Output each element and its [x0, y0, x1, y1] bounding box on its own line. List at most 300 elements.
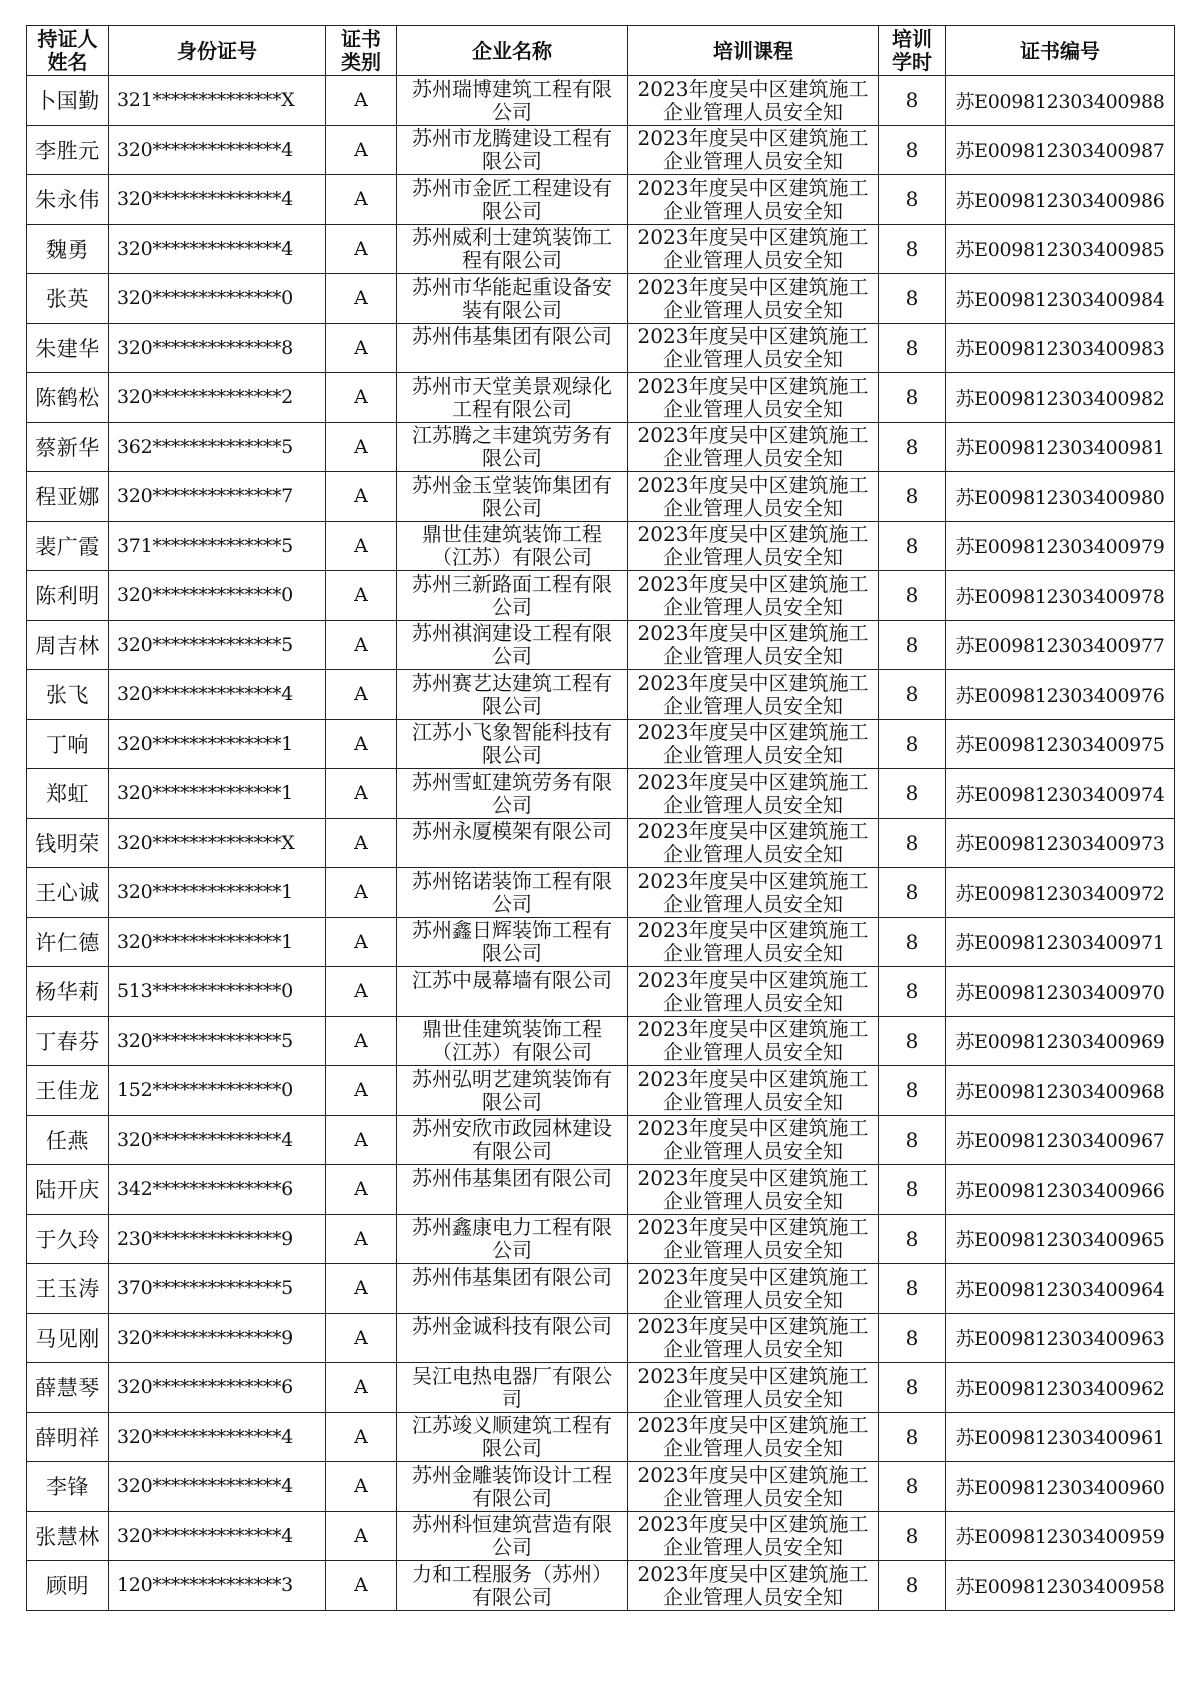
course-cell [628, 472, 879, 522]
hours-cell: 8 [879, 670, 946, 720]
course-cell [628, 1016, 879, 1066]
course-cell [628, 274, 879, 324]
cert-number-cell: 苏E009812303400976 [946, 670, 1175, 720]
cert-number-cell: 苏E009812303400971 [946, 917, 1175, 967]
cert-type-cell: A [326, 917, 397, 967]
company-cell-text: 江苏腾之丰建筑劳务有限公司 [412, 423, 612, 471]
cert-type-cell: A [326, 818, 397, 868]
company-cell-text: 苏州赛艺达建筑工程有限公司 [412, 670, 612, 718]
cert-type-cell: A [326, 1016, 397, 1066]
cert-number-cell: 苏E009812303400986 [946, 175, 1175, 225]
table-row [27, 719, 1175, 769]
hours-cell: 8 [879, 125, 946, 175]
company-cell-text: 江苏竣义顺建筑工程有限公司 [412, 1413, 612, 1461]
company-cell-text: 苏州金雕装饰设计工程有限公司 [412, 1462, 612, 1510]
id-number-cell: 320**************2 [109, 373, 326, 423]
course-cell [628, 967, 879, 1017]
company-cell [397, 1462, 628, 1512]
hours-cell: 8 [879, 175, 946, 225]
company-cell-text: 苏州安欣市政园林建设有限公司 [412, 1116, 612, 1164]
company-cell-text: 苏州市金匠工程建设有限公司 [412, 175, 612, 223]
cert-number-cell: 苏E009812303400961 [946, 1412, 1175, 1462]
hours-cell: 8 [879, 224, 946, 274]
hours-cell: 8 [879, 1214, 946, 1264]
company-cell-text: 苏州雪虹建筑劳务有限公司 [412, 769, 612, 817]
cert-number-cell: 苏E009812303400988 [946, 76, 1175, 126]
cert-type-cell: A [326, 1165, 397, 1215]
cert-type-cell: A [326, 1066, 397, 1116]
table-row [27, 521, 1175, 571]
course-cell-text: 2023年度吴中区建筑施工企业管理人员安全知 [637, 1165, 869, 1213]
hours-cell: 8 [879, 1264, 946, 1314]
id-number-cell: 152**************0 [109, 1066, 326, 1116]
course-cell [628, 323, 879, 373]
course-cell [628, 1264, 879, 1314]
course-cell [628, 373, 879, 423]
table-row [27, 224, 1175, 274]
holder-name-cell: 卜国勤 [27, 76, 109, 126]
company-cell-text: 苏州弘明艺建筑装饰有限公司 [412, 1066, 612, 1114]
course-cell [628, 1115, 879, 1165]
course-cell-text: 2023年度吴中区建筑施工企业管理人员安全知 [637, 1363, 869, 1411]
cert-number-cell: 苏E009812303400960 [946, 1462, 1175, 1512]
id-number-cell: 320**************5 [109, 620, 326, 670]
table-row [27, 175, 1175, 225]
course-cell-text: 2023年度吴中区建筑施工企业管理人员安全知 [637, 720, 869, 768]
holder-name-cell: 李锋 [27, 1462, 109, 1512]
hours-cell: 8 [879, 1165, 946, 1215]
company-cell [397, 422, 628, 472]
header-cert-type-line2: 类别 [341, 49, 381, 74]
company-cell-text: 苏州瑞博建筑工程有限公司 [412, 76, 612, 124]
course-cell-text: 2023年度吴中区建筑施工企业管理人员安全知 [637, 1561, 869, 1609]
hours-cell: 8 [879, 76, 946, 126]
holder-name-cell: 陈鹤松 [27, 373, 109, 423]
course-cell-text: 2023年度吴中区建筑施工企业管理人员安全知 [637, 918, 869, 966]
company-cell-text: 苏州永厦模架有限公司 [412, 819, 612, 844]
cert-type-cell: A [326, 1313, 397, 1363]
holder-name-cell: 薛慧琴 [27, 1363, 109, 1413]
company-cell [397, 125, 628, 175]
holder-name-cell: 陆开庆 [27, 1165, 109, 1215]
cert-type-cell: A [326, 76, 397, 126]
id-number-cell: 320**************1 [109, 917, 326, 967]
cert-number-cell: 苏E009812303400967 [946, 1115, 1175, 1165]
id-number-cell: 320**************1 [109, 719, 326, 769]
table-row [27, 1214, 1175, 1264]
company-cell-text: 苏州三新路面工程有限公司 [412, 571, 612, 619]
hours-cell: 8 [879, 1511, 946, 1561]
company-cell [397, 323, 628, 373]
company-cell-text: 苏州科恒建筑营造有限公司 [412, 1512, 612, 1560]
course-cell-text: 2023年度吴中区建筑施工企业管理人员安全知 [637, 621, 869, 669]
company-cell [397, 868, 628, 918]
company-cell-text: 苏州铭诺装饰工程有限公司 [412, 868, 612, 916]
cert-number-cell: 苏E009812303400969 [946, 1016, 1175, 1066]
course-cell [628, 818, 879, 868]
holder-name-cell: 张英 [27, 274, 109, 324]
holder-name-cell: 陈利明 [27, 571, 109, 621]
hours-cell: 8 [879, 1313, 946, 1363]
course-cell [628, 76, 879, 126]
course-cell-text: 2023年度吴中区建筑施工企业管理人员安全知 [637, 1215, 869, 1263]
course-cell [628, 1462, 879, 1512]
cert-number-cell: 苏E009812303400973 [946, 818, 1175, 868]
id-number-cell: 320**************1 [109, 868, 326, 918]
header-holder-name-line2: 姓名 [47, 49, 88, 74]
course-cell [628, 521, 879, 571]
cert-type-cell: A [326, 1561, 397, 1611]
holder-name-cell: 顾明 [27, 1561, 109, 1611]
course-cell [628, 1066, 879, 1116]
cert-type-cell: A [326, 472, 397, 522]
cert-number-cell: 苏E009812303400964 [946, 1264, 1175, 1314]
id-number-cell: 320**************0 [109, 274, 326, 324]
course-cell-text: 2023年度吴中区建筑施工企业管理人员安全知 [637, 1314, 869, 1362]
cert-number-cell: 苏E009812303400984 [946, 274, 1175, 324]
company-cell [397, 1313, 628, 1363]
cert-number-cell: 苏E009812303400985 [946, 224, 1175, 274]
company-cell [397, 1066, 628, 1116]
course-cell-text: 2023年度吴中区建筑施工企业管理人员安全知 [637, 324, 869, 372]
hours-cell: 8 [879, 868, 946, 918]
company-cell-text: 苏州伟基集团有限公司 [412, 324, 612, 349]
cert-type-cell: A [326, 670, 397, 720]
table-row [27, 1016, 1175, 1066]
cert-type-cell: A [326, 274, 397, 324]
hours-cell: 8 [879, 1016, 946, 1066]
company-cell-text: 苏州市华能起重设备安装有限公司 [412, 274, 612, 322]
certificate-table [26, 25, 1175, 1611]
holder-name-cell: 张飞 [27, 670, 109, 720]
hours-cell: 8 [879, 274, 946, 324]
cert-type-cell: A [326, 224, 397, 274]
company-cell [397, 472, 628, 522]
company-cell-text: 苏州金玉堂装饰集团有限公司 [412, 472, 612, 520]
course-cell-text: 2023年度吴中区建筑施工企业管理人员安全知 [637, 819, 869, 867]
hours-cell: 8 [879, 1561, 946, 1611]
hours-cell: 8 [879, 1115, 946, 1165]
course-cell-text: 2023年度吴中区建筑施工企业管理人员安全知 [637, 1413, 869, 1461]
company-cell [397, 1115, 628, 1165]
holder-name-cell: 王佳龙 [27, 1066, 109, 1116]
header-row [27, 26, 1175, 76]
id-number-cell: 320**************8 [109, 323, 326, 373]
course-cell [628, 1561, 879, 1611]
holder-name-cell: 马见刚 [27, 1313, 109, 1363]
cert-number-cell: 苏E009812303400970 [946, 967, 1175, 1017]
company-cell [397, 1165, 628, 1215]
course-cell-text: 2023年度吴中区建筑施工企业管理人员安全知 [637, 868, 869, 916]
hours-cell: 8 [879, 917, 946, 967]
table-row [27, 76, 1175, 126]
company-cell [397, 917, 628, 967]
cert-number-cell: 苏E009812303400977 [946, 620, 1175, 670]
id-number-cell: 320**************1 [109, 769, 326, 819]
company-cell-text: 江苏小飞象智能科技有限公司 [412, 720, 612, 768]
cert-type-cell: A [326, 373, 397, 423]
course-cell-text: 2023年度吴中区建筑施工企业管理人员安全知 [637, 1017, 869, 1065]
holder-name-cell: 任燕 [27, 1115, 109, 1165]
id-number-cell: 320**************4 [109, 1412, 326, 1462]
cert-number-cell: 苏E009812303400975 [946, 719, 1175, 769]
course-cell [628, 769, 879, 819]
id-number-cell: 342**************6 [109, 1165, 326, 1215]
holder-name-cell: 钱明荣 [27, 818, 109, 868]
hours-cell: 8 [879, 719, 946, 769]
course-cell-text: 2023年度吴中区建筑施工企业管理人员安全知 [637, 522, 869, 570]
holder-name-cell: 周吉林 [27, 620, 109, 670]
holder-name-cell: 薛明祥 [27, 1412, 109, 1462]
cert-number-cell: 苏E009812303400982 [946, 373, 1175, 423]
id-number-cell: 320**************4 [109, 1462, 326, 1512]
hours-cell: 8 [879, 620, 946, 670]
company-cell-text: 鼎世佳建筑装饰工程（江苏）有限公司 [422, 1017, 602, 1065]
cert-number-cell: 苏E009812303400965 [946, 1214, 1175, 1264]
header-hours [879, 26, 946, 76]
id-number-cell: 320**************X [109, 818, 326, 868]
course-cell [628, 1511, 879, 1561]
company-cell [397, 76, 628, 126]
company-cell-text: 江苏中晟幕墙有限公司 [412, 967, 612, 992]
id-number-cell: 120**************3 [109, 1561, 326, 1611]
table-row [27, 323, 1175, 373]
course-cell [628, 571, 879, 621]
hours-cell: 8 [879, 769, 946, 819]
header-hours-line2: 学时 [892, 49, 932, 74]
cert-number-cell: 苏E009812303400958 [946, 1561, 1175, 1611]
course-cell [628, 1363, 879, 1413]
holder-name-cell: 许仁德 [27, 917, 109, 967]
cert-type-cell: A [326, 1264, 397, 1314]
header-company: 企业名称 [397, 26, 628, 76]
company-cell-text: 苏州威利士建筑装饰工程有限公司 [412, 225, 612, 273]
course-cell-text: 2023年度吴中区建筑施工企业管理人员安全知 [637, 126, 869, 174]
id-number-cell: 320**************4 [109, 670, 326, 720]
cert-type-cell: A [326, 1511, 397, 1561]
holder-name-cell: 魏勇 [27, 224, 109, 274]
cert-number-cell: 苏E009812303400959 [946, 1511, 1175, 1561]
cert-type-cell: A [326, 1363, 397, 1413]
company-cell [397, 670, 628, 720]
course-cell [628, 1165, 879, 1215]
cert-type-cell: A [326, 967, 397, 1017]
table-row [27, 917, 1175, 967]
course-cell-text: 2023年度吴中区建筑施工企业管理人员安全知 [637, 373, 869, 421]
course-cell-text: 2023年度吴中区建筑施工企业管理人员安全知 [637, 670, 869, 718]
table-row [27, 769, 1175, 819]
header-cert-number: 证书编号 [946, 26, 1175, 76]
cert-number-cell: 苏E009812303400962 [946, 1363, 1175, 1413]
table-body [27, 76, 1175, 1611]
course-cell [628, 1313, 879, 1363]
hours-cell: 8 [879, 373, 946, 423]
company-cell-text: 苏州鑫日辉装饰工程有限公司 [412, 918, 612, 966]
course-cell [628, 917, 879, 967]
holder-name-cell: 王心诚 [27, 868, 109, 918]
company-cell [397, 769, 628, 819]
cert-type-cell: A [326, 868, 397, 918]
company-cell-text: 苏州金诚科技有限公司 [412, 1314, 612, 1339]
header-holder-name-line1: 持证人 [37, 26, 98, 51]
id-number-cell: 320**************4 [109, 1511, 326, 1561]
cert-number-cell: 苏E009812303400963 [946, 1313, 1175, 1363]
company-cell [397, 1264, 628, 1314]
table-row [27, 472, 1175, 522]
company-cell-text: 力和工程服务（苏州）有限公司 [412, 1561, 612, 1609]
company-cell [397, 818, 628, 868]
company-cell [397, 274, 628, 324]
company-cell [397, 967, 628, 1017]
hours-cell: 8 [879, 422, 946, 472]
header-holder-name [27, 26, 109, 76]
table-row [27, 868, 1175, 918]
cert-type-cell: A [326, 323, 397, 373]
course-cell-text: 2023年度吴中区建筑施工企业管理人员安全知 [637, 1462, 869, 1510]
id-number-cell: 230**************9 [109, 1214, 326, 1264]
company-cell [397, 224, 628, 274]
holder-name-cell: 丁春芬 [27, 1016, 109, 1066]
hours-cell: 8 [879, 323, 946, 373]
table-row [27, 967, 1175, 1017]
company-cell [397, 373, 628, 423]
holder-name-cell: 丁响 [27, 719, 109, 769]
course-cell [628, 1214, 879, 1264]
hours-cell: 8 [879, 472, 946, 522]
cert-type-cell: A [326, 620, 397, 670]
course-cell-text: 2023年度吴中区建筑施工企业管理人员安全知 [637, 769, 869, 817]
cert-number-cell: 苏E009812303400972 [946, 868, 1175, 918]
holder-name-cell: 于久玲 [27, 1214, 109, 1264]
company-cell-text: 苏州市龙腾建设工程有限公司 [412, 126, 612, 174]
header-cert-type [326, 26, 397, 76]
table-row [27, 818, 1175, 868]
company-cell [397, 1363, 628, 1413]
company-cell-text: 苏州鑫康电力工程有限公司 [412, 1215, 612, 1263]
course-cell-text: 2023年度吴中区建筑施工企业管理人员安全知 [637, 1512, 869, 1560]
company-cell [397, 175, 628, 225]
holder-name-cell: 张慧林 [27, 1511, 109, 1561]
cert-number-cell: 苏E009812303400978 [946, 571, 1175, 621]
course-cell [628, 175, 879, 225]
id-number-cell: 320**************6 [109, 1363, 326, 1413]
course-cell [628, 868, 879, 918]
company-cell [397, 571, 628, 621]
id-number-cell: 320**************7 [109, 472, 326, 522]
holder-name-cell: 郑虹 [27, 769, 109, 819]
company-cell [397, 719, 628, 769]
holder-name-cell: 朱永伟 [27, 175, 109, 225]
company-cell [397, 1016, 628, 1066]
cert-type-cell: A [326, 521, 397, 571]
course-cell-text: 2023年度吴中区建筑施工企业管理人员安全知 [637, 967, 869, 1015]
hours-cell: 8 [879, 1066, 946, 1116]
holder-name-cell: 裴广霞 [27, 521, 109, 571]
course-cell [628, 620, 879, 670]
course-cell-text: 2023年度吴中区建筑施工企业管理人员安全知 [637, 423, 869, 471]
id-number-cell: 370**************5 [109, 1264, 326, 1314]
cert-type-cell: A [326, 769, 397, 819]
company-cell [397, 620, 628, 670]
course-cell [628, 422, 879, 472]
table-row [27, 1363, 1175, 1413]
cert-number-cell: 苏E009812303400966 [946, 1165, 1175, 1215]
cert-number-cell: 苏E009812303400974 [946, 769, 1175, 819]
id-number-cell: 321**************X [109, 76, 326, 126]
course-cell-text: 2023年度吴中区建筑施工企业管理人员安全知 [637, 571, 869, 619]
holder-name-cell: 李胜元 [27, 125, 109, 175]
table-row [27, 125, 1175, 175]
id-number-cell: 320**************5 [109, 1016, 326, 1066]
company-cell-text: 苏州祺润建设工程有限公司 [412, 621, 612, 669]
table-row [27, 620, 1175, 670]
table-row [27, 1561, 1175, 1611]
holder-name-cell: 王玉涛 [27, 1264, 109, 1314]
table-row [27, 1165, 1175, 1215]
holder-name-cell: 杨华莉 [27, 967, 109, 1017]
table-header [27, 26, 1175, 76]
id-number-cell: 513**************0 [109, 967, 326, 1017]
course-cell [628, 670, 879, 720]
holder-name-cell: 蔡新华 [27, 422, 109, 472]
header-hours-line1: 培训 [892, 26, 932, 51]
cert-type-cell: A [326, 1462, 397, 1512]
course-cell [628, 1412, 879, 1462]
course-cell [628, 224, 879, 274]
table-row [27, 1462, 1175, 1512]
header-id-number: 身份证号 [109, 26, 326, 76]
cert-type-cell: A [326, 1412, 397, 1462]
hours-cell: 8 [879, 521, 946, 571]
id-number-cell: 320**************4 [109, 1115, 326, 1165]
hours-cell: 8 [879, 571, 946, 621]
cert-number-cell: 苏E009812303400981 [946, 422, 1175, 472]
table-row [27, 1313, 1175, 1363]
course-cell-text: 2023年度吴中区建筑施工企业管理人员安全知 [637, 1066, 869, 1114]
certificate-list-sheet [26, 25, 1174, 1611]
table-row [27, 571, 1175, 621]
company-cell-text: 吴江电热电器厂有限公司 [412, 1363, 612, 1411]
header-cert-type-line1: 证书 [341, 26, 381, 51]
hours-cell: 8 [879, 967, 946, 1017]
cert-number-cell: 苏E009812303400983 [946, 323, 1175, 373]
cert-type-cell: A [326, 719, 397, 769]
table-row [27, 1511, 1175, 1561]
course-cell [628, 719, 879, 769]
id-number-cell: 320**************4 [109, 125, 326, 175]
course-cell-text: 2023年度吴中区建筑施工企业管理人员安全知 [637, 1116, 869, 1164]
cert-type-cell: A [326, 422, 397, 472]
hours-cell: 8 [879, 1462, 946, 1512]
holder-name-cell: 程亚娜 [27, 472, 109, 522]
cert-type-cell: A [326, 571, 397, 621]
table-row [27, 1412, 1175, 1462]
table-row [27, 1115, 1175, 1165]
table-row [27, 422, 1175, 472]
course-cell-text: 2023年度吴中区建筑施工企业管理人员安全知 [637, 472, 869, 520]
table-row [27, 373, 1175, 423]
hours-cell: 8 [879, 818, 946, 868]
cert-type-cell: A [326, 125, 397, 175]
table-row [27, 274, 1175, 324]
company-cell [397, 1412, 628, 1462]
company-cell [397, 1214, 628, 1264]
cert-number-cell: 苏E009812303400979 [946, 521, 1175, 571]
course-cell [628, 125, 879, 175]
course-cell-text: 2023年度吴中区建筑施工企业管理人员安全知 [637, 274, 869, 322]
cert-number-cell: 苏E009812303400968 [946, 1066, 1175, 1116]
course-cell-text: 2023年度吴中区建筑施工企业管理人员安全知 [637, 225, 869, 273]
